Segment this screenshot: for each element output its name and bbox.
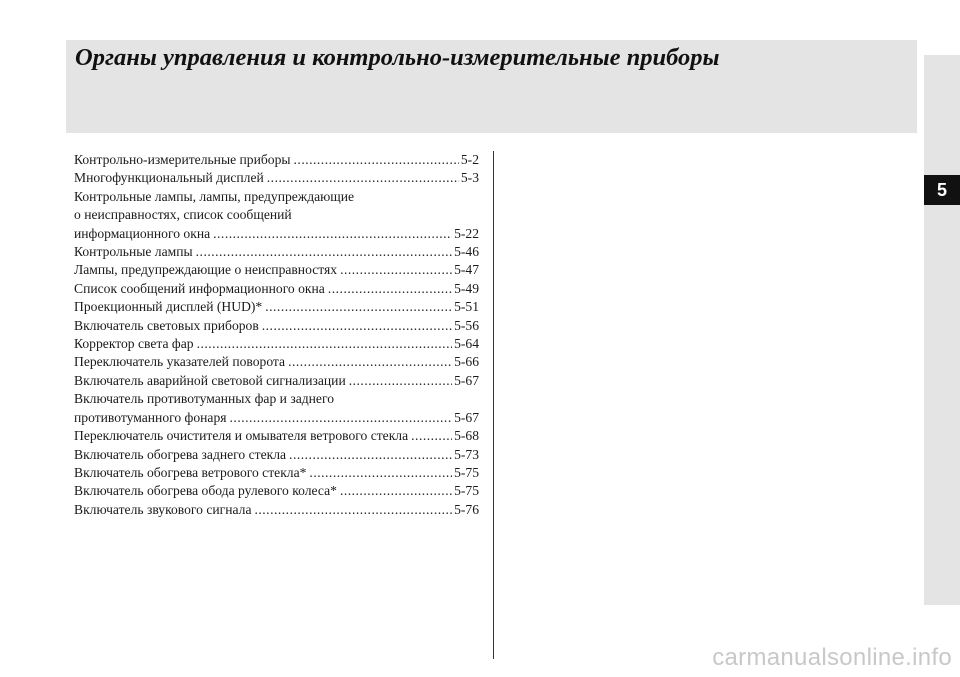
toc-item-page: 5-3 <box>460 170 479 186</box>
toc-item-page: 5-75 <box>454 464 479 480</box>
watermark: carmanualsonline.info <box>712 644 952 671</box>
dot-leader <box>267 169 459 187</box>
toc-item-page: 5-51 <box>454 299 479 315</box>
toc-item[interactable] <box>74 353 479 371</box>
dot-leader <box>289 446 452 464</box>
page-title: Органы управления и контрольно-измерительные приборы <box>75 44 720 71</box>
toc-entry-row <box>74 243 479 261</box>
toc-item[interactable] <box>74 501 479 519</box>
toc-item[interactable] <box>74 261 479 279</box>
chapter-number-badge: 5 <box>924 175 960 205</box>
toc-item[interactable] <box>74 464 479 482</box>
column-divider <box>493 151 494 659</box>
toc-item-title: информационного окна <box>74 225 211 241</box>
toc-item-title: Переключатель указателей поворота <box>74 354 286 370</box>
toc-item-page: 5-49 <box>454 280 479 296</box>
toc-item[interactable] <box>74 446 479 464</box>
dot-leader <box>340 261 452 279</box>
toc-item-title: Переключатель очистителя и омывателя ветрового стекла <box>74 428 409 444</box>
dot-leader <box>230 409 453 427</box>
toc-item-page: 5-76 <box>454 501 479 517</box>
toc-item-title: Контрольно-измерительные приборы <box>74 152 291 167</box>
toc-entry-row <box>74 225 479 243</box>
toc-item-page: 5-73 <box>454 446 479 462</box>
chapter-side-tab <box>924 55 960 605</box>
toc-item[interactable] <box>74 317 479 335</box>
toc-entry-row <box>74 372 479 390</box>
toc-item-title: Включатель световых приборов <box>74 317 259 333</box>
toc-item[interactable] <box>74 427 479 445</box>
toc-entry-row <box>74 409 479 427</box>
toc-item[interactable] <box>74 482 479 500</box>
toc-item[interactable] <box>74 280 479 298</box>
toc-item-page: 5-56 <box>454 317 479 333</box>
toc-item-title: Включатель обогрева заднего стекла <box>74 446 287 462</box>
dot-leader <box>328 280 452 298</box>
dot-leader <box>265 298 452 316</box>
toc-item-title-line: Контрольные лампы, лампы, предупреждающие <box>74 188 355 204</box>
toc-entry-row <box>74 464 479 482</box>
toc-entry-row <box>74 151 479 169</box>
toc-item-title: Многофункциональный дисплей <box>74 170 264 186</box>
toc-item-page: 5-67 <box>454 372 479 388</box>
dot-leader <box>254 501 452 519</box>
toc-item-title-line: о неисправностях, список сообщений <box>74 207 292 223</box>
toc-item[interactable] <box>74 298 479 316</box>
toc-entry-row <box>74 427 479 445</box>
table-of-contents <box>74 151 479 519</box>
chapter-header <box>66 40 917 133</box>
toc-item-title: Включатель обогрева ветрового стекла* <box>74 464 307 480</box>
toc-entry-row <box>74 353 479 371</box>
toc-item-title: Проекционный дисплей (HUD)* <box>74 299 263 315</box>
dot-leader <box>294 151 459 169</box>
toc-entry-row <box>74 280 479 298</box>
toc-item-title: Контрольные лампы <box>74 244 193 260</box>
toc-item[interactable] <box>74 169 479 187</box>
toc-item-title: противотуманного фонаря <box>74 409 227 425</box>
dot-leader <box>309 464 452 482</box>
toc-item[interactable] <box>74 372 479 390</box>
toc-item[interactable] <box>74 243 479 261</box>
toc-item-page: 5-46 <box>454 244 479 260</box>
toc-item-page: 5-75 <box>454 483 479 499</box>
toc-item-title: Включатель звукового сигнала <box>74 501 252 517</box>
toc-item[interactable] <box>74 335 479 353</box>
toc-item[interactable] <box>74 188 479 243</box>
toc-item-page: 5-2 <box>460 152 479 167</box>
toc-entry-row <box>74 317 479 335</box>
toc-item-page: 5-22 <box>454 225 479 241</box>
toc-item-page: 5-67 <box>454 409 479 425</box>
dot-leader <box>262 317 452 335</box>
toc-item-title: Включатель аварийной световой сигнализации <box>74 372 346 388</box>
toc-item-page: 5-64 <box>454 336 479 352</box>
toc-entry-row <box>74 169 479 187</box>
dot-leader <box>213 225 452 243</box>
toc-item-title: Включатель обогрева обода рулевого колеса* <box>74 483 337 499</box>
toc-item-title-line: Включатель противотуманных фар и заднего <box>74 391 334 407</box>
toc-item-page: 5-68 <box>454 428 479 444</box>
dot-leader <box>340 482 452 500</box>
toc-item-title: Список сообщений информационного окна <box>74 280 325 296</box>
dot-leader <box>196 243 452 261</box>
dot-leader <box>349 372 452 390</box>
toc-item-page: 5-47 <box>454 262 479 278</box>
dot-leader <box>411 427 452 445</box>
toc-item-title: Корректор света фар <box>74 336 194 352</box>
toc-entry-row <box>74 501 479 519</box>
toc-item-page: 5-66 <box>454 354 479 370</box>
toc-entry-row <box>74 482 479 500</box>
toc-entry-row <box>74 261 479 279</box>
dot-leader <box>288 353 452 371</box>
toc-item-title: Лампы, предупреждающие о неисправностях <box>74 262 338 278</box>
toc-item[interactable] <box>74 151 479 169</box>
toc-entry-row <box>74 298 479 316</box>
toc-entry-row <box>74 335 479 353</box>
dot-leader <box>197 335 453 353</box>
toc-entry-row <box>74 446 479 464</box>
toc-item[interactable] <box>74 390 479 427</box>
